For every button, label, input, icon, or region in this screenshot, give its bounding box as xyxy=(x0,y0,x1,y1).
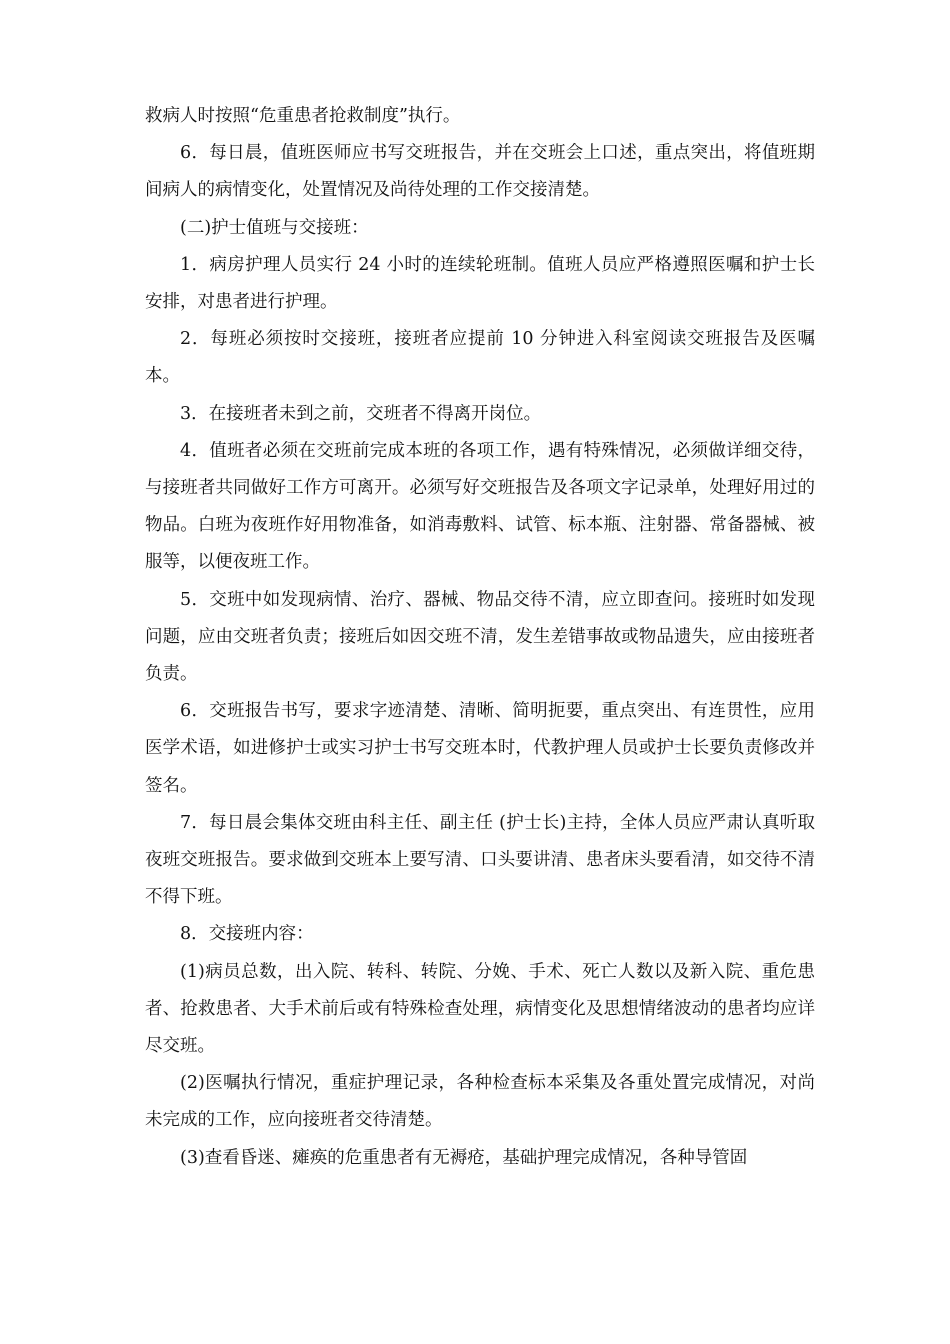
paragraph-nurse-item-7: 7．每日晨会集体交班由科主任、副主任 (护士长)主持，全体人员应严肃认真听取夜班交班报告。要求做到交班本上要写清、口头要讲清、患者床头要看清，如交待不清不得下班。 xyxy=(145,812,815,908)
paragraph-nurse-item-2: 2．每班必须按时交接班，接班者应提前 10 分钟进入科室阅读交班报告及医嘱本。 xyxy=(145,329,815,387)
paragraph-nurse-item-4: 4．值班者必须在交班前完成本班的各项工作，遇有特殊情况，必须做详细交待，与接班者共同做好工作方可离开。必须写好交班报告及各项文字记录单，处理好用过的物品。白班为夜班作好用物准备，如消毒敷料、试管、标本瓶、注射器、常备器械、被服等，以便夜班工作。 xyxy=(145,440,815,573)
paragraph-handover-content-1: (1)病员总数，出入院、转科、转院、分娩、手术、死亡人数以及新入院、重危患者、抢救患者、大手术前后或有特殊检查处理，病情变化及思想情绪波动的患者均应详尽交班。 xyxy=(145,961,815,1057)
paragraph-nurse-item-6: 6．交班报告书写，要求字迹清楚、清晰、简明扼要，重点突出、有连贯性，应用医学术语，如进修护士或实习护士书写交班本时，代教护理人员或护士长要负责修改并签名。 xyxy=(145,701,815,796)
paragraph-doctor-item-6: 6．每日晨，值班医师应书写交班报告，并在交班会上口述，重点突出，将值班期间病人的病情变化，处置情况及尚待处理的工作交接清楚。 xyxy=(145,143,815,201)
section-heading-nurse-duty: (二)护士值班与交接班： xyxy=(180,217,369,238)
paragraph-handover-content-3: (3)查看昏迷、瘫痪的危重患者有无褥疮，基础护理完成情况，各种导管固 xyxy=(180,1147,748,1168)
paragraph-nurse-item-5: 5．交班中如发现病情、治疗、器械、物品交待不清，应立即查问。接班时如发现问题，应由交班者负责；接班后如因交班不清，发生差错事故或物品遗失，应由接班者负责。 xyxy=(145,589,815,685)
paragraph-nurse-item-3: 3．在接班者未到之前，交班者不得离开岗位。 xyxy=(180,403,542,424)
paragraph-continuation: 救病人时按照“危重患者抢救制度”执行。 xyxy=(145,106,461,126)
paragraph-nurse-item-8: 8．交接班内容： xyxy=(180,924,314,945)
paragraph-handover-content-2: (2)医嘱执行情况，重症护理记录，各种检查标本采集及各重处置完成情况，对尚未完成的工作，应向接班者交待清楚。 xyxy=(145,1073,815,1131)
paragraph-nurse-item-1: 1．病房护理人员实行 24 小时的连续轮班制。值班人员应严格遵照医嘱和护士长安排，对患者进行护理。 xyxy=(145,254,815,313)
document-body xyxy=(145,98,815,1177)
